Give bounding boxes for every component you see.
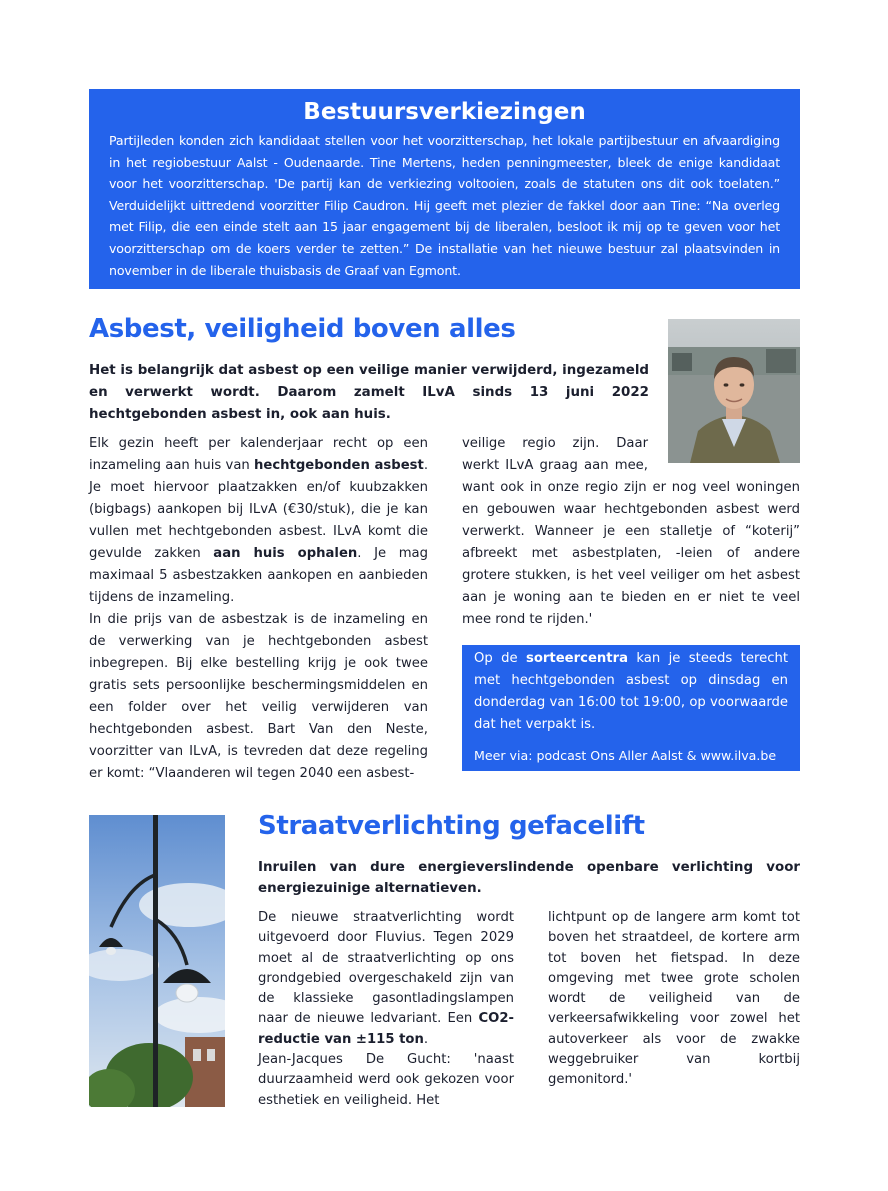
straatverlichting-title: Straatverlichting gefacelift	[258, 811, 645, 841]
asbest-p1-bold-2: aan huis ophalen	[213, 546, 358, 561]
asbest-paragraph-2: In die prijs van de asbestzak is de inzameling en de verwerking van je hechtgebonden asbest inbegrepen. Bij elke bestelling krijg je ook twee gratis sets persoonlijke beschermingsmiddelen en een folder over het veilig verwijderen van hechtgebonden asbest. Bart Van den Neste, voorzitter van ILvA, is tevreden dat deze regeling er komt: “Vlaanderen wil tegen 2040 een asbest-	[89, 612, 428, 781]
asbest-lead: Het is belangrijk dat asbest op een veilige manier verwijderd, ingezameld en verwerkt wordt. Daarom zamelt ILvA sinds 13 juni 2022 hechtgebonden asbest in, ook aan huis.	[89, 363, 649, 422]
asbest-column-left	[89, 433, 428, 785]
straatverlichting-column-left	[258, 908, 514, 1111]
straat-p1-text-c: .	[423, 1031, 429, 1047]
sorteercentra-text-c: kan je steeds terecht met hechtgebonden asbest op dinsdag en donderdag van 16:00 tot 19:00, op voorwaarde dat het verpakt is.	[474, 651, 788, 732]
sorteercentra-text	[474, 648, 788, 736]
bestuursverkiezingen-title: Bestuursverkiezingen	[303, 99, 586, 125]
bestuursverkiezingen-box	[89, 89, 800, 289]
co2-reductie-bold: CO2-reductie van ±115 ton	[258, 1011, 514, 1047]
straat-p1-text-a: De nieuwe straatverlichting wordt uitgevoerd door Fluvius. Tegen 2029 moet al de straatverlichting op ons grondgebied overgeschakeld zijn van de klassieke gasontladingslampen naar de nieuwe ledvariant. Een	[258, 910, 514, 1027]
straatverlichting-paragraph-1	[258, 908, 514, 1050]
asbest-paragraph-1	[89, 433, 428, 609]
portrait-photo	[668, 319, 800, 463]
asbest-column-right-top: veilige regio zijn. Daar werkt ILvA graag aan mee,	[462, 436, 648, 473]
sorteercentra-bold: sorteercentra	[526, 651, 628, 666]
meer-info-line: Meer via: podcast Ons Aller Aalst & www.ilva.be	[474, 748, 777, 763]
asbest-title: Asbest, veiligheid boven alles	[89, 314, 516, 344]
street-lamp-photo	[89, 815, 225, 1107]
straatverlichting-paragraph-2: Jean-Jacques De Gucht: 'naast duurzaamheid werd ook gekozen voor esthetiek en veiligheid. Het	[258, 1052, 514, 1108]
straatverlichting-lead: Inruilen van dure energieverslindende openbare verlichting voor energiezuinige alternatieven.	[258, 860, 800, 896]
sorteercentra-box	[462, 645, 800, 771]
straatverlichting-column-right: lichtpunt op de langere arm komt tot boven het straatdeel, de kortere arm tot boven het fietspad. In deze omgeving met twee grote scholen wordt de veiligheid van de verkeersafwikkeling voor zowel het autoverkeer als voor de zwakke weggebruiker van kortbij gemonitord.'	[548, 910, 800, 1088]
asbest-p1-text-c: . Je moet hiervoor plaatzakken en/of kuubzakken (bigbags) aankopen bij ILvA (€30/stuk), die je kan vullen met hechtgebonden asbest. ILvA komt die gevulde zakken	[89, 458, 429, 561]
portrait-illustration	[668, 319, 800, 463]
bestuursverkiezingen-body: Partijleden konden zich kandidaat stellen voor het voorzitterschap, het lokale partijbestuur en afvaardiging in het regiobestuur Aalst - Oudenaarde. Tine Mertens, heden penningmeester, bleek de enige kandidaat voor het voorzitterschap. 'De partij kan de verkiezing voltooien, zoals de statuten ons dit ook toelaten.” Verduidelijkt uittredend voorzitter Filip Caudron. Hij geeft met plezier de fakkel door aan Tine: “Na overleg met Filip, die een einde stelt aan 15 jaar engagement bij de liberalen, besloot ik mij op te geven voor het voorzitterschap om de koers verder te zetten.” De installatie van het nieuwe bestuur zal plaatsvinden in november in de liberale thuisbasis de Graaf van Egmont.	[109, 133, 780, 278]
asbest-column-right: want ook in onze regio zijn er nog veel woningen en gebouwen waar hechtgebonden asbest werd verwerkt. Wanneer je een stalletje of “koterij” afbreekt met asbestplaten, -leien of andere grotere stukken, is het veel veiliger om het asbest aan je woning aan te bieden en er niet te veel mee rond te rijden.'	[462, 480, 800, 627]
asbest-p1-bold-1: hechtgebonden asbest	[254, 458, 424, 473]
asbest-p1-text-a: Elk gezin heeft per kalenderjaar recht op een inzameling aan huis van	[89, 436, 428, 473]
sorteercentra-text-a: Op de	[474, 651, 527, 666]
asbest-p1-text-d: . Je mag maximaal 5 asbestzakken aankopen en aanbieden tijdens de inzameling.	[89, 546, 428, 605]
street-lamp-illustration	[89, 815, 225, 1107]
